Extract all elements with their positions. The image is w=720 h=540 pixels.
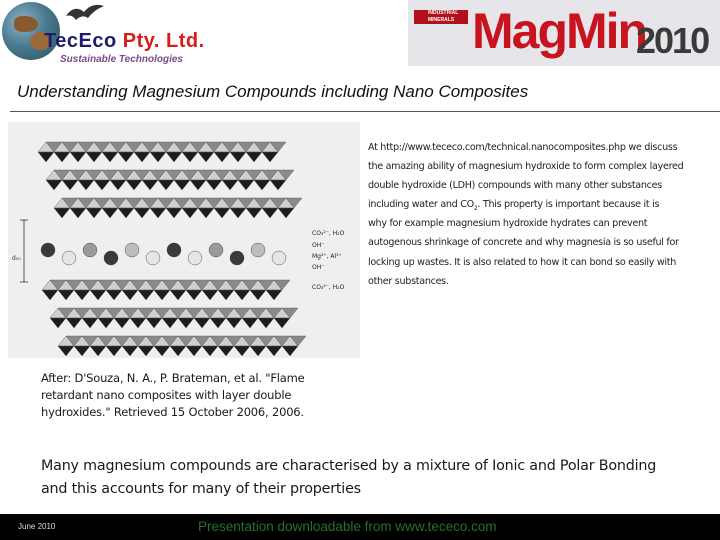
- octahedron-face: [154, 290, 170, 300]
- tececo-logo: [0, 0, 220, 66]
- octahedron-face: [270, 180, 286, 190]
- octahedron-face: [110, 180, 126, 190]
- octahedron-face: [254, 180, 270, 190]
- body-line: autogenous shrinkage of concrete and why magnesia is so useful for: [368, 237, 679, 249]
- octahedron-face: [134, 152, 150, 162]
- octahedron-face: [266, 290, 282, 300]
- octahedron-face: [46, 180, 62, 190]
- interlayer-ion: [104, 251, 118, 265]
- citation-line: After: D'Souza, N. A., P. Brateman, et al. "Flame: [41, 371, 305, 385]
- octahedron-face: [86, 208, 102, 218]
- octahedron-face: [202, 346, 218, 356]
- interlayer-ion: [209, 243, 223, 257]
- octahedron-face: [250, 290, 266, 300]
- octahedron-face: [106, 346, 122, 356]
- octahedron-face: [194, 318, 210, 328]
- octahedron-face: [70, 152, 86, 162]
- octahedron-face: [238, 180, 254, 190]
- octahedron-face: [258, 318, 274, 328]
- bird-icon: [64, 2, 106, 24]
- octahedron-face: [118, 152, 134, 162]
- octahedron-face: [90, 290, 106, 300]
- octahedron-face: [54, 208, 70, 218]
- body-line: why for example magnesium hydroxide hydrates can prevent: [368, 218, 648, 230]
- octahedron-face: [266, 346, 282, 356]
- octahedron-face: [70, 208, 86, 218]
- footer-bar: [0, 514, 720, 540]
- industrial-minerals-badge: INDUSTRIAL MINERALS: [414, 10, 468, 24]
- octahedron-face: [150, 152, 166, 162]
- figure-citation: [41, 370, 341, 421]
- octahedron-face: [146, 318, 162, 328]
- layer-label: CO₃²⁻, H₂O: [312, 230, 345, 237]
- octahedron-face: [154, 346, 170, 356]
- body-line: locking up wastes. It is also related to how it can bond so easily with: [368, 256, 677, 268]
- octahedron-face: [158, 180, 174, 190]
- octahedron-face: [86, 152, 102, 162]
- ldh-structure-diagram: [8, 122, 360, 358]
- octahedron-face: [58, 290, 74, 300]
- octahedron-face: [142, 180, 158, 190]
- body-line: other substances.: [368, 275, 449, 287]
- octahedron-face: [246, 208, 262, 218]
- interlayer-ion: [62, 251, 76, 265]
- body-line: including water and $CO_2$. This property is important because it is: [368, 199, 660, 213]
- layer-label: Mg²⁺, Al³⁺: [312, 253, 342, 260]
- octahedron-face: [174, 180, 190, 190]
- octahedron-face: [130, 318, 146, 328]
- octahedron-face: [170, 290, 186, 300]
- summary-line: Many magnesium compounds are characterised by a mixture of Ionic and Polar Bonding: [41, 458, 657, 474]
- download-link[interactable]: Presentation downloadable from www.tececo.com: [198, 519, 497, 534]
- company-name: TecEco Pty. Ltd.: [44, 30, 205, 52]
- octahedron-face: [58, 346, 74, 356]
- interlayer-ion: [41, 243, 55, 257]
- octahedron-face: [214, 152, 230, 162]
- octahedron-face: [170, 346, 186, 356]
- octahedron-face: [122, 290, 138, 300]
- octahedron-face: [274, 318, 290, 328]
- octahedron-face: [54, 152, 70, 162]
- octahedron-face: [230, 152, 246, 162]
- octahedron-face: [198, 152, 214, 162]
- octahedron-face: [138, 290, 154, 300]
- octahedron-face: [50, 318, 66, 328]
- summary-statement: [41, 455, 701, 500]
- octahedron-face: [178, 318, 194, 328]
- octahedron-face: [182, 208, 198, 218]
- octahedron-face: [278, 208, 294, 218]
- octahedron-face: [122, 346, 138, 356]
- interlayer-ion: [83, 243, 97, 257]
- summary-line: and this accounts for many of their properties: [41, 480, 361, 497]
- interlayer-ion: [125, 243, 139, 257]
- octahedron-face: [202, 290, 218, 300]
- octahedron-face: [186, 290, 202, 300]
- octahedron-face: [114, 318, 130, 328]
- citation-line: retardant nano composites with layer double: [41, 388, 292, 402]
- octahedron-face: [102, 152, 118, 162]
- octahedron-face: [166, 152, 182, 162]
- layer-label: CO₃²⁻, H₂O: [312, 284, 345, 291]
- body-paragraph: [368, 138, 694, 291]
- octahedron-face: [218, 346, 234, 356]
- octahedron-face: [262, 152, 278, 162]
- octahedron-face: [118, 208, 134, 218]
- magmin-year: 2010: [636, 20, 709, 61]
- body-line: the amazing ability of magnesium hydroxide to form complex layered: [368, 161, 684, 173]
- octahedron-face: [150, 208, 166, 218]
- octahedron-face: [226, 318, 242, 328]
- octahedron-face: [42, 290, 58, 300]
- octahedron-face: [106, 290, 122, 300]
- body-line: double hydroxide (LDH) compounds with many other substances: [368, 180, 662, 192]
- octahedron-face: [90, 346, 106, 356]
- interlayer-ion: [146, 251, 160, 265]
- octahedron-face: [94, 180, 110, 190]
- octahedron-face: [166, 208, 182, 218]
- footer-date: June 2010: [18, 522, 56, 531]
- company-tagline: Sustainable Technologies: [60, 54, 183, 65]
- octahedron-face: [198, 208, 214, 218]
- magmin-logo: [408, 0, 720, 66]
- octahedron-face: [214, 208, 230, 218]
- body-line: At http://www.tececo.com/technical.nanocomposites.php we discuss: [368, 142, 678, 153]
- octahedron-face: [162, 318, 178, 328]
- octahedron-face: [138, 346, 154, 356]
- octahedron-face: [102, 208, 118, 218]
- octahedron-face: [242, 318, 258, 328]
- interlayer-ion: [272, 251, 286, 265]
- layer-label: OH⁻: [312, 242, 325, 249]
- octahedron-face: [190, 180, 206, 190]
- octahedron-face: [230, 208, 246, 218]
- octahedron-face: [82, 318, 98, 328]
- octahedron-face: [234, 290, 250, 300]
- octahedron-face: [262, 208, 278, 218]
- octahedron-face: [282, 346, 298, 356]
- octahedron-face: [74, 346, 90, 356]
- interlayer-ion: [251, 243, 265, 257]
- octahedron-face: [78, 180, 94, 190]
- octahedron-face: [74, 290, 90, 300]
- octahedron-face: [66, 318, 82, 328]
- octahedron-face: [218, 290, 234, 300]
- interlayer-ion: [188, 251, 202, 265]
- octahedron-face: [182, 152, 198, 162]
- octahedron-face: [62, 180, 78, 190]
- magmin-wordmark: MagMin: [472, 3, 647, 59]
- octahedron-face: [210, 318, 226, 328]
- octahedron-face: [186, 346, 202, 356]
- octahedron-face: [134, 208, 150, 218]
- octahedron-face: [126, 180, 142, 190]
- octahedron-face: [246, 152, 262, 162]
- interlayer-spacing-label: d₀₀: [12, 255, 21, 262]
- octahedron-face: [250, 346, 266, 356]
- citation-line: hydroxides." Retrieved 15 October 2006, 2006.: [41, 405, 304, 419]
- octahedron-face: [98, 318, 114, 328]
- slide-title: Understanding Magnesium Compounds including Nano Composites: [17, 82, 529, 101]
- interlayer-ion: [230, 251, 244, 265]
- octahedron-face: [38, 152, 54, 162]
- octahedron-face: [222, 180, 238, 190]
- title-divider: [10, 111, 720, 112]
- octahedron-face: [206, 180, 222, 190]
- interlayer-ion: [167, 243, 181, 257]
- layer-label: OH⁻: [312, 264, 325, 271]
- octahedron-face: [234, 346, 250, 356]
